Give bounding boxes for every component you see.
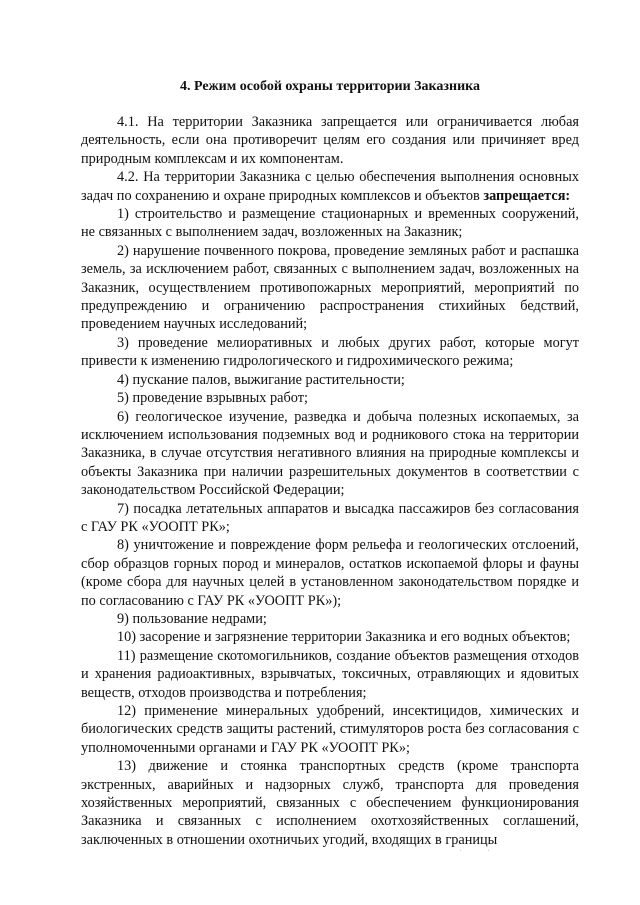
paragraph-4-1: 4.1. На территории Заказника запрещается или ограничивается любая деятельность, если она противоречит целям его создания или причиняет вред природным комплексам и их компонентам. xyxy=(81,114,579,167)
list-item-3: 3) проведение мелиоративных и любых других работ, которые могут привести к изменению гидрологического и гидрохимического режима; xyxy=(81,334,579,370)
scan-artifact: · xyxy=(487,846,491,857)
list-item-1: 1) строительство и размещение стационарных и временных сооружений, не связанных с выполнением задач, возложенных на Заказник; xyxy=(81,206,579,241)
paragraph-4-2-text: 4.2. На территории Заказника с целью обеспечения выполнения основных задач по сохранению и охране природных комплексов и объектов xyxy=(81,169,579,204)
section-body xyxy=(81,113,579,849)
list-item-4: 4) пускание палов, выжигание растительности; xyxy=(117,371,405,388)
section-title: 4. Режим особой охраны территории Заказника xyxy=(179,79,481,94)
scan-artifact: · xyxy=(459,846,463,857)
list-item-5: 5) проведение взрывных работ; xyxy=(117,390,308,407)
list-item-13: 13) движение и стоянка транспортных средств (кроме транспорта экстренных, аварийных и надзорных служб, транспорта для проведения хозяйственных мероприятий, связанных с обеспечением функционирования Заказника и связанных с исполнением охотхозяйственных соглашений, заключенных в отношении охотничьих угодий, входящих в границы xyxy=(81,758,579,848)
paragraph-4-2 xyxy=(81,168,579,205)
prohibited-emphasis: запрещается: xyxy=(483,187,571,204)
list-item-2: 2) нарушение почвенного покрова, проведение земляных работ и распашка земель, за исключением работ, связанных с выполнением задач, возложенных на Заказник, осуществлением противопожарных мероприятий, мероприятий по предупреждению и ограничению распространения стихийных бедствий, проведением научных исследований; xyxy=(81,242,579,333)
list-item-7: 7) посадка летательных аппаратов и высадка пассажиров без согласования с ГАУ РК «УООПТ РК»; xyxy=(81,500,579,535)
list-item-10: 10) засорение и загрязнение территории Заказника и его водных объектов; xyxy=(117,629,571,646)
list-item-6: 6) геологическое изучение, разведка и добыча полезных ископаемых, за исключением использования подземных вод и родникового стока на территории Заказника, в случае отсутствия негативного влияния на природные комплексы и объекты Заказника при наличии разрешительных документов в соответствии с законодательством Российской Федерации; xyxy=(81,408,579,499)
list-item-11: 11) размещение скотомогильников, создание объектов размещения отходов и хранения радиоактивных, взрывчатых, токсичных, отравляющих и ядовитых веществ, отходов производства и потребления; xyxy=(81,647,579,701)
list-item-8: 8) уничтожение и повреждение форм рельефа и геологических отслоений, сбор образцов горных пород и минералов, остатков ископаемой флоры и фауны (кроме сбора для научных целей в установленном законодательством порядке и по согласованию с ГАУ РК «УООПТ РК»); xyxy=(81,537,579,609)
list-item-9: 9) пользование недрами; xyxy=(117,610,267,627)
list-item-12: 12) применение минеральных удобрений, инсектицидов, химических и биологических средств защиты растений, стимуляторов роста без согласования с уполномоченными органами и ГАУ РК «УООПТ РК»; xyxy=(81,703,579,756)
